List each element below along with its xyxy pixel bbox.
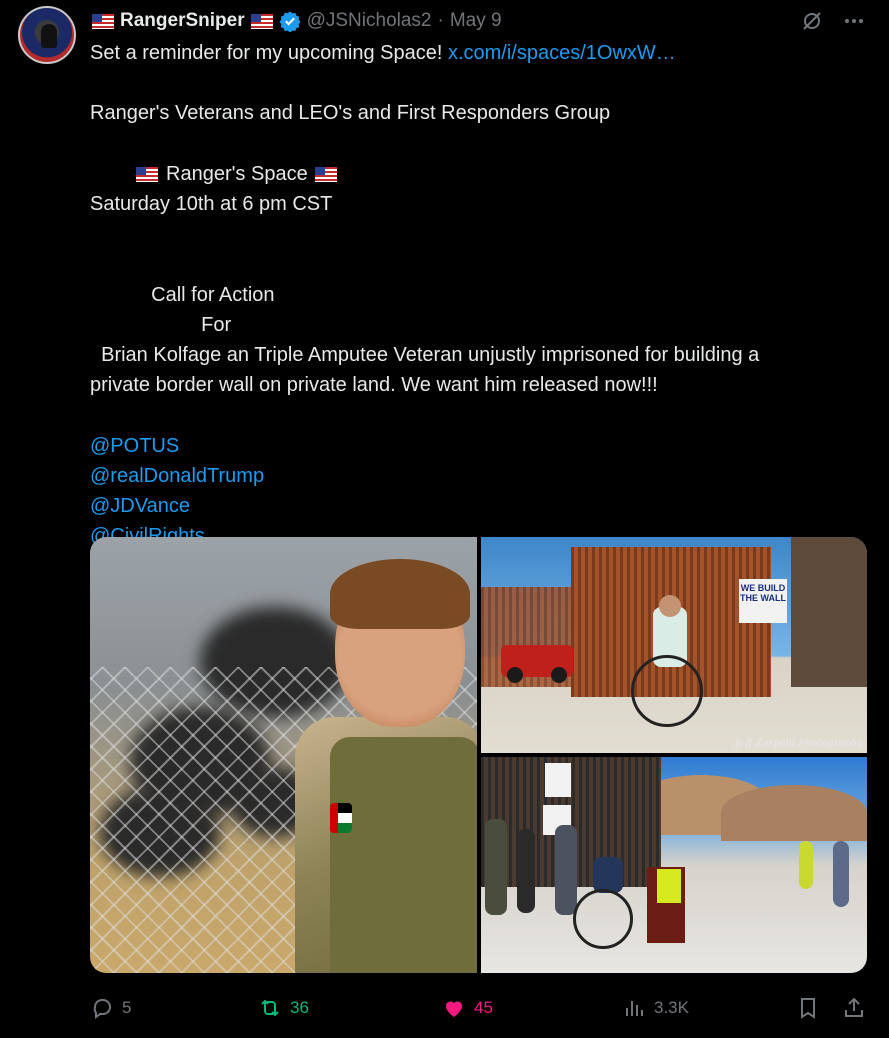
share-icon [842,996,866,1020]
photo-watermark: Jeff Zarpelli Photography [735,738,863,749]
us-flag-icon [251,14,273,29]
mention-link[interactable]: @POTUS [90,434,180,457]
soldier-vest [330,737,477,973]
tweet-line [90,129,880,159]
views-button[interactable] [622,992,689,1024]
line-text [90,163,134,185]
soldier-hair [330,559,470,629]
tweet-text [90,38,880,551]
tweet-line [90,219,880,249]
mention-link[interactable]: @realDonaldTrump [90,464,265,487]
tweet-line [90,98,880,128]
us-flag-icon [92,14,114,29]
reply-button[interactable] [90,992,131,1024]
tweet-date[interactable]: May 9 [449,10,502,31]
photo-press-event[interactable] [481,757,867,973]
like-icon [442,996,466,1020]
tweet-line [90,431,880,461]
handle[interactable]: @JSNicholas2 [306,10,432,31]
tweet-line [90,249,880,279]
grok-slash-icon[interactable] [799,8,825,34]
line-text: Saturday 10th at 6 pm CST [90,192,333,215]
tweet-action-bar [90,992,870,1024]
tweet-line [90,461,880,491]
tweet-line [90,340,880,370]
views-icon [622,996,646,1020]
tweet-line [90,400,880,430]
verified-badge-icon[interactable] [279,10,301,32]
reply-count: 5 [122,998,132,1017]
reply-icon [90,996,114,1020]
repost-count: 36 [290,998,309,1017]
us-flag-icon [315,167,337,182]
share-button[interactable] [842,992,866,1024]
flag-patch [330,803,352,833]
tweet-top-actions [799,8,867,34]
tweet-line [90,68,880,98]
like-button[interactable] [442,992,493,1024]
mention-link[interactable]: @JDVance [90,494,190,517]
more-icon[interactable] [841,8,867,34]
us-flag-icon [136,167,158,182]
line-text: Brian Kolfage an Triple Amputee Veteran unjustly imprisoned for building a [90,343,760,366]
line-text: For [90,313,232,336]
view-count: 3.3K [654,998,689,1017]
avatar[interactable] [18,6,76,64]
media-grid[interactable] [90,537,867,973]
tweet-line [90,159,880,189]
photo-soldier[interactable] [90,537,477,973]
red-jeep [501,645,573,677]
line-text: Set a reminder for my upcoming Space! [90,42,448,64]
tweet-line [90,310,880,340]
like-count: 45 [474,998,493,1017]
space-title: Ranger's Space [160,162,314,185]
we-build-the-wall-banner: WE BUILD THE WALL [739,579,787,623]
repost-icon [258,996,282,1020]
tweet-line [90,189,880,219]
separator: · [437,10,444,31]
bookmark-button[interactable] [796,992,820,1024]
tweet-header [90,8,502,34]
bookmark-icon [796,996,820,1020]
repost-button[interactable] [258,992,309,1024]
display-name[interactable]: RangerSniper [120,10,245,31]
tweet-line [90,491,880,521]
tweet-line [90,38,880,68]
space-link[interactable]: x.com/i/spaces/1OwxW… [447,42,676,64]
photo-wall-wheelchair[interactable] [481,537,867,753]
line-text: private border wall on private land. We want him released now!!! [90,374,658,397]
tweet-line [90,280,880,310]
tweet-line [90,370,880,400]
line-text: Ranger's Veterans and LEO's and First Responders Group [90,102,611,125]
avatar-figure [41,24,57,48]
line-text: Call for Action [90,283,275,306]
